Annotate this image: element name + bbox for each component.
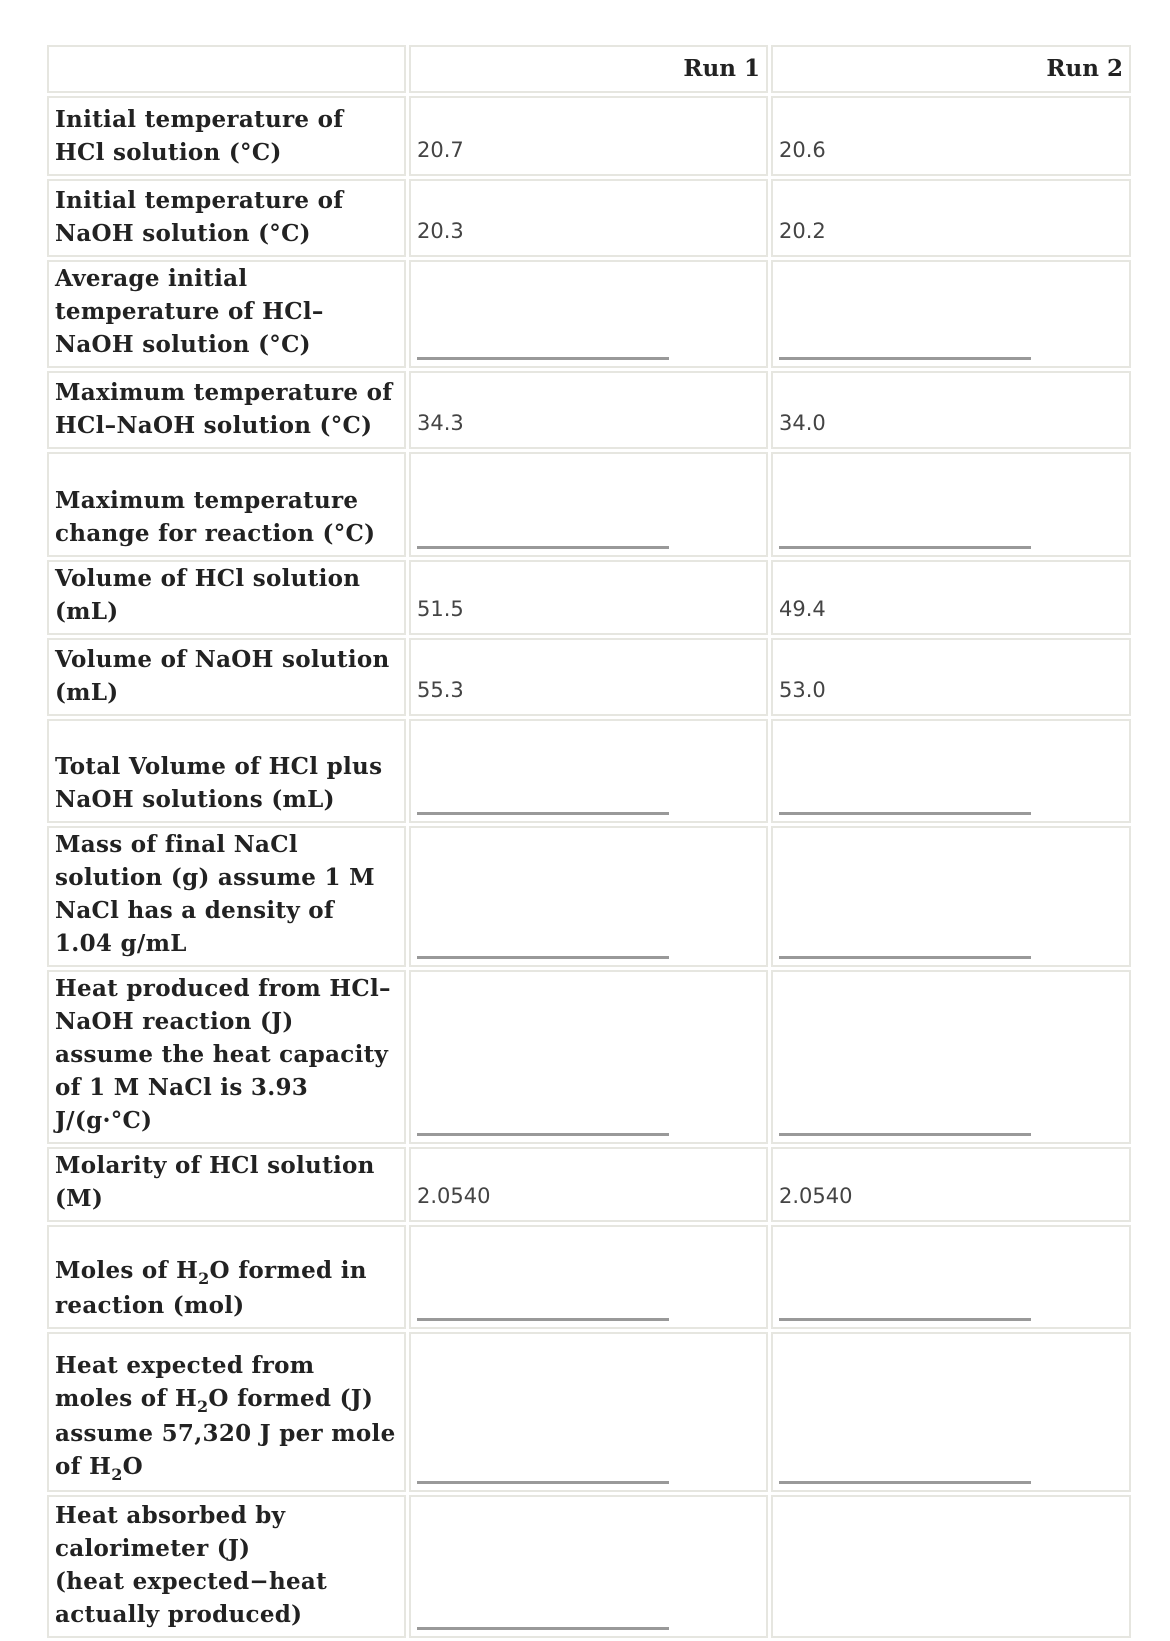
row-label: [47, 970, 406, 1144]
subscript: 2: [111, 1465, 123, 1484]
table-row: [47, 1332, 1131, 1492]
run2-value: 34.0: [771, 371, 1131, 449]
run2-answer-line[interactable]: [779, 956, 1031, 959]
run2-answer-line[interactable]: [779, 546, 1031, 549]
row-label-note: assume the heat capacity of 1 M NaCl is 3.93 J/(g·°C): [55, 1041, 389, 1134]
run1-answer-line[interactable]: [417, 357, 669, 360]
run1-answer-line[interactable]: [417, 1318, 669, 1321]
run2-value: 53.0: [771, 638, 1131, 716]
row-label-note: (heat expected−heat actually produced): [55, 1568, 328, 1628]
table-row: [47, 1225, 1131, 1329]
run2-answer-cell[interactable]: [771, 1225, 1131, 1329]
run1-value: 51.5: [409, 560, 768, 635]
table-row: [47, 260, 1131, 368]
header-row: [47, 45, 1131, 93]
run2-value: 2.0540: [771, 1147, 1131, 1222]
row-label-note-post: O: [122, 1453, 143, 1480]
header-run2: Run 2: [771, 45, 1131, 93]
run2-answer-cell[interactable]: [771, 1332, 1131, 1492]
row-label: Mass of final NaCl solution (g) assume 1 M NaCl has a density of 1.04 g/mL: [47, 826, 406, 967]
table-row: [47, 1147, 1131, 1222]
run1-value: 34.3: [409, 371, 768, 449]
run1-answer-line[interactable]: [417, 1133, 669, 1136]
calorimetry-data-table: [44, 42, 1134, 1641]
run1-answer-line[interactable]: [417, 812, 669, 815]
table-row: [47, 371, 1131, 449]
run2-answer-line[interactable]: [779, 1133, 1031, 1136]
row-label-pre: Moles of H: [55, 1257, 199, 1284]
header-run1: Run 1: [409, 45, 768, 93]
run1-answer-cell[interactable]: [409, 970, 768, 1144]
row-label: Molarity of HCl solution (M): [47, 1147, 406, 1222]
row-label: [47, 1332, 406, 1492]
row-label: Initial temperature of HCl solution (°C): [47, 96, 406, 176]
row-label: [47, 1225, 406, 1329]
row-label-main: Heat absorbed by calorimeter (J): [55, 1502, 286, 1562]
row-label-pre: Heat expected from moles of H: [55, 1352, 315, 1412]
row-label-note-pre: assume 57,320 J per mole of H: [55, 1420, 396, 1480]
run1-answer-cell[interactable]: [409, 826, 768, 967]
run1-answer-cell[interactable]: [409, 1332, 768, 1492]
row-label: [47, 1495, 406, 1638]
run1-answer-cell[interactable]: [409, 719, 768, 823]
run2-value: 20.2: [771, 179, 1131, 257]
run1-value: 20.3: [409, 179, 768, 257]
row-label: Volume of HCl solution (mL): [47, 560, 406, 635]
run1-value: 20.7: [409, 96, 768, 176]
run2-value: 49.4: [771, 560, 1131, 635]
run1-answer-cell[interactable]: [409, 1225, 768, 1329]
table-row: [47, 638, 1131, 716]
run2-empty-cell: [771, 1495, 1131, 1638]
run1-answer-cell[interactable]: [409, 452, 768, 557]
run1-answer-cell[interactable]: [409, 1495, 768, 1638]
row-label: Average initial temperature of HCl–NaOH solution (°C): [47, 260, 406, 368]
run1-answer-line[interactable]: [417, 546, 669, 549]
run2-answer-cell[interactable]: [771, 719, 1131, 823]
run2-answer-cell[interactable]: [771, 970, 1131, 1144]
run1-value: 2.0540: [409, 1147, 768, 1222]
table-row: [47, 96, 1131, 176]
run2-answer-cell[interactable]: [771, 260, 1131, 368]
run2-answer-cell[interactable]: [771, 826, 1131, 967]
row-label: Maximum temperature change for reaction (°C): [47, 452, 406, 557]
row-label: Volume of NaOH solution (mL): [47, 638, 406, 716]
run2-value: 20.6: [771, 96, 1131, 176]
row-label: Maximum temperature of HCl–NaOH solution (°C): [47, 371, 406, 449]
run2-answer-line[interactable]: [779, 1318, 1031, 1321]
run1-value: 55.3: [409, 638, 768, 716]
row-label: Initial temperature of NaOH solution (°C): [47, 179, 406, 257]
subscript: 2: [198, 1269, 210, 1288]
table-row: [47, 719, 1131, 823]
subscript: 2: [196, 1397, 209, 1416]
row-label-post: O formed in reaction (mol): [55, 1257, 367, 1319]
run2-answer-line[interactable]: [779, 1481, 1031, 1484]
table-row: [47, 452, 1131, 557]
row-label-post: O formed (J): [208, 1385, 374, 1412]
run1-answer-line[interactable]: [417, 956, 669, 959]
run1-answer-line[interactable]: [417, 1627, 669, 1630]
table-row: [47, 560, 1131, 635]
table-row: [47, 1495, 1131, 1638]
run1-answer-line[interactable]: [417, 1481, 669, 1484]
run2-answer-line[interactable]: [779, 812, 1031, 815]
table-row: [47, 970, 1131, 1144]
run2-answer-cell[interactable]: [771, 452, 1131, 557]
run1-answer-cell[interactable]: [409, 260, 768, 368]
row-label-main: Heat produced from HCl–NaOH reaction (J): [55, 975, 391, 1035]
table-row: [47, 826, 1131, 967]
header-empty-cell: [47, 45, 406, 93]
row-label: Total Volume of HCl plus NaOH solutions (mL): [47, 719, 406, 823]
table-row: [47, 179, 1131, 257]
run2-answer-line[interactable]: [779, 357, 1031, 360]
